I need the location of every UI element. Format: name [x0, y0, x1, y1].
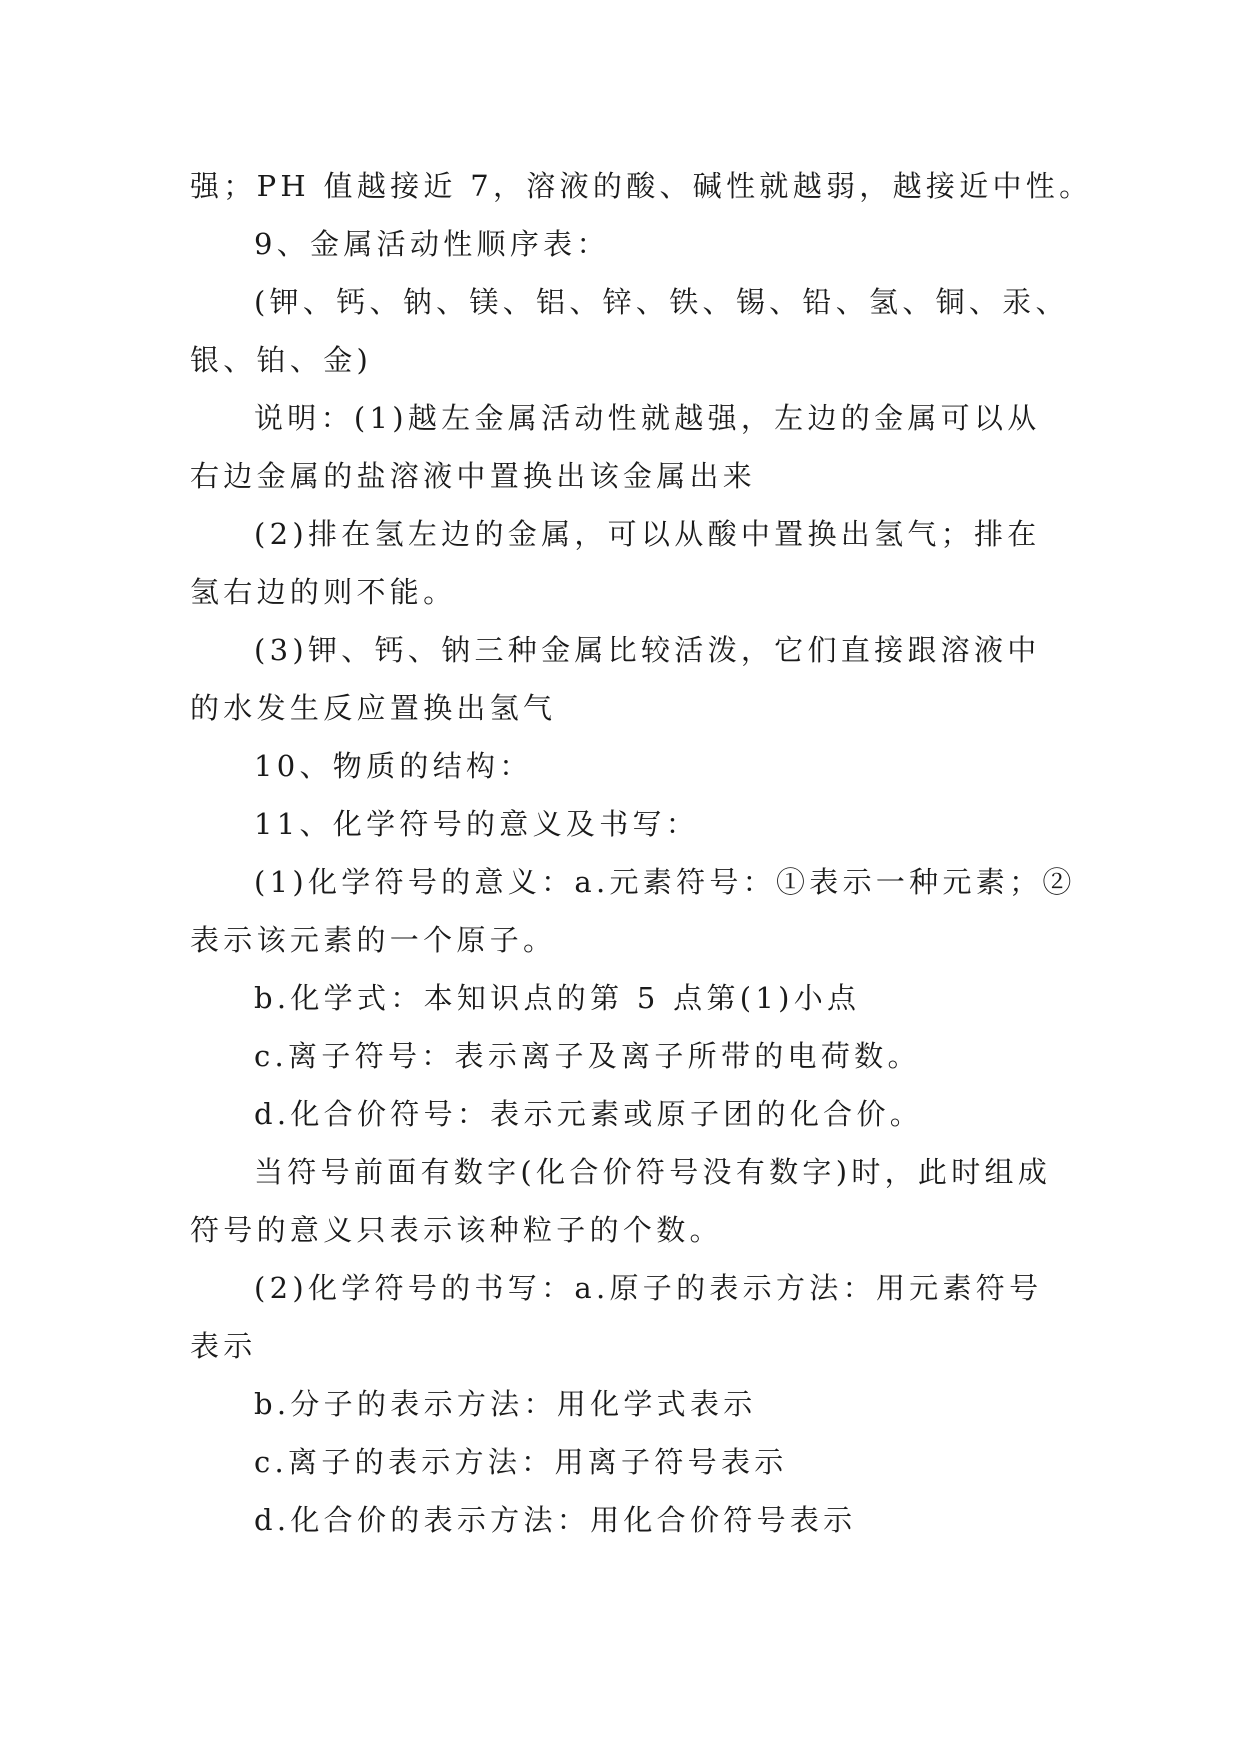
text-line: (2)排在氢左边的金属，可以从酸中置换出氢气；排在 [254, 517, 1041, 551]
text-line: (钾、钙、钠、镁、铝、锌、铁、锡、铅、氢、铜、汞、 [254, 285, 1069, 319]
text-line: 氢右边的则不能。 [190, 575, 457, 609]
text-line: 强；PH 值越接近 7，溶液的酸、碱性就越弱，越接近中性。 [190, 169, 1093, 203]
text-line: (3)钾、钙、钠三种金属比较活泼，它们直接跟溶液中 [254, 633, 1041, 667]
text-line: 表示该元素的一个原子。 [190, 923, 557, 957]
text-line: 说明：(1)越左金属活动性就越强，左边的金属可以从 [254, 401, 1041, 435]
text-line: 9、金属活动性顺序表： [254, 227, 610, 261]
text-line: c.离子的表示方法：用离子符号表示 [254, 1445, 788, 1479]
text-line: 当符号前面有数字(化合价符号没有数字)时，此时组成 [254, 1155, 1052, 1189]
text-line: 的水发生反应置换出氢气 [190, 691, 557, 725]
text-line: 表示 [190, 1329, 257, 1363]
text-line: (1)化学符号的意义：a.元素符号：①表示一种元素；② [254, 865, 1076, 899]
text-line: b.分子的表示方法：用化学式表示 [254, 1387, 757, 1421]
text-line: d.化合价的表示方法：用化合价符号表示 [254, 1503, 857, 1537]
text-line: 银、铂、金) [190, 343, 373, 377]
text-line: c.离子符号：表示离子及离子所带的电荷数。 [254, 1039, 921, 1073]
text-line: d.化合价符号：表示元素或原子团的化合价。 [254, 1097, 924, 1131]
text-line: 右边金属的盐溶液中置换出该金属出来 [190, 459, 757, 493]
text-line: 11、化学符号的意义及书写： [254, 807, 700, 841]
text-line: b.化学式：本知识点的第 5 点第(1)小点 [254, 981, 861, 1015]
text-line: 10、物质的结构： [254, 749, 533, 783]
text-line: (2)化学符号的书写：a.原子的表示方法：用元素符号 [254, 1271, 1043, 1305]
text-line: 符号的意义只表示该种粒子的个数。 [190, 1213, 723, 1247]
